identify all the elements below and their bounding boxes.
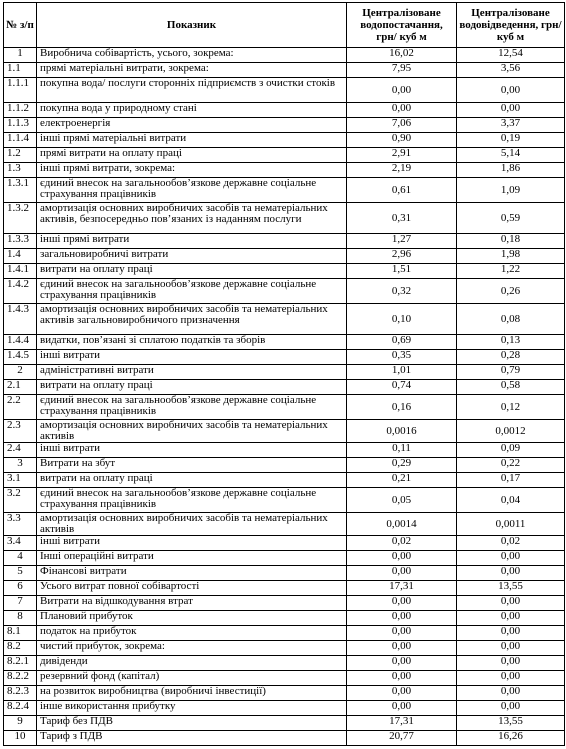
table-row <box>4 596 565 611</box>
row-water-supply-value: 7,95 <box>347 63 457 78</box>
row-number: 8.2.1 <box>4 656 37 671</box>
row-indicator: видатки, пов’язані зі сплатою податків та зборів <box>37 335 347 350</box>
row-indicator: Фінансові витрати <box>37 566 347 581</box>
row-water-supply-value: 0,00 <box>347 701 457 716</box>
row-water-supply-value: 0,21 <box>347 473 457 488</box>
row-water-disposal-value: 1,86 <box>457 163 565 178</box>
table-row <box>4 148 565 163</box>
row-number: 2.4 <box>4 443 37 458</box>
row-number: 8.1 <box>4 626 37 641</box>
row-water-supply-value: 0,32 <box>347 279 457 304</box>
table-row <box>4 78 565 103</box>
row-water-disposal-value: 0,59 <box>457 203 565 234</box>
row-water-supply-value: 17,31 <box>347 581 457 596</box>
table-row <box>4 716 565 731</box>
row-water-supply-value: 0,00 <box>347 641 457 656</box>
header-water-supply: Централізоване водопостачання, грн/ куб м <box>347 3 457 48</box>
row-indicator: витрати на оплату праці <box>37 264 347 279</box>
row-indicator: адміністративні витрати <box>37 365 347 380</box>
row-water-disposal-value: 0,04 <box>457 488 565 513</box>
row-indicator: інші витрати <box>37 536 347 551</box>
row-water-disposal-value: 1,22 <box>457 264 565 279</box>
row-indicator: прямі матеріальні витрати, зокрема: <box>37 63 347 78</box>
row-number: 3.3 <box>4 513 37 536</box>
table-row <box>4 671 565 686</box>
row-number: 10 <box>4 731 37 746</box>
row-water-disposal-value: 0,0012 <box>457 420 565 443</box>
row-indicator: дивіденди <box>37 656 347 671</box>
row-water-disposal-value: 13,55 <box>457 716 565 731</box>
row-indicator: інші витрати <box>37 443 347 458</box>
row-indicator: Плановий прибуток <box>37 611 347 626</box>
row-indicator: амортизація основних виробничих засобів та нематеріальних активів <box>37 420 347 443</box>
row-number: 1.3.1 <box>4 178 37 203</box>
row-water-disposal-value: 0,02 <box>457 536 565 551</box>
row-water-supply-value: 0,00 <box>347 626 457 641</box>
row-number: 1.1.1 <box>4 78 37 103</box>
row-water-disposal-value: 1,98 <box>457 249 565 264</box>
row-number: 8 <box>4 611 37 626</box>
row-number: 3.4 <box>4 536 37 551</box>
row-water-disposal-value: 0,79 <box>457 365 565 380</box>
table-row <box>4 566 565 581</box>
row-indicator: Витрати на відшкодування втрат <box>37 596 347 611</box>
row-water-disposal-value: 12,54 <box>457 48 565 63</box>
row-water-supply-value: 0,02 <box>347 536 457 551</box>
row-water-supply-value: 0,16 <box>347 395 457 420</box>
row-number: 3.1 <box>4 473 37 488</box>
row-indicator: інші прямі матеріальні витрати <box>37 133 347 148</box>
row-water-supply-value: 16,02 <box>347 48 457 63</box>
row-number: 1.3 <box>4 163 37 178</box>
table-row <box>4 611 565 626</box>
table-row <box>4 365 565 380</box>
row-water-supply-value: 1,27 <box>347 234 457 249</box>
table-row <box>4 626 565 641</box>
row-number: 2.1 <box>4 380 37 395</box>
row-indicator: витрати на оплату праці <box>37 473 347 488</box>
row-indicator: чистий прибуток, зокрема: <box>37 641 347 656</box>
row-indicator: єдиний внесок на загальнообов’язкове державне соціальне страхування працівників <box>37 279 347 304</box>
header-number: № з/п <box>4 3 37 48</box>
table-row <box>4 103 565 118</box>
row-water-disposal-value: 5,14 <box>457 148 565 163</box>
row-water-supply-value: 0,0016 <box>347 420 457 443</box>
row-water-supply-value: 0,00 <box>347 566 457 581</box>
table-row <box>4 335 565 350</box>
table-body <box>4 48 565 746</box>
row-indicator: Виробнича собівартість, усього, зокрема: <box>37 48 347 63</box>
row-water-supply-value: 0,29 <box>347 458 457 473</box>
row-water-supply-value: 0,00 <box>347 103 457 118</box>
row-water-disposal-value: 0,12 <box>457 395 565 420</box>
row-number: 7 <box>4 596 37 611</box>
row-water-supply-value: 1,51 <box>347 264 457 279</box>
table-row <box>4 234 565 249</box>
row-number: 3 <box>4 458 37 473</box>
row-water-supply-value: 0,61 <box>347 178 457 203</box>
table-row <box>4 551 565 566</box>
row-water-disposal-value: 0,17 <box>457 473 565 488</box>
row-water-supply-value: 2,91 <box>347 148 457 163</box>
row-water-disposal-value: 0,00 <box>457 566 565 581</box>
row-number: 1.4 <box>4 249 37 264</box>
row-water-supply-value: 0,00 <box>347 686 457 701</box>
table-row <box>4 488 565 513</box>
table-row <box>4 420 565 443</box>
row-number: 8.2.2 <box>4 671 37 686</box>
row-number: 2 <box>4 365 37 380</box>
row-water-supply-value: 0,00 <box>347 596 457 611</box>
row-indicator: єдиний внесок на загальнообов’язкове державне соціальне страхування працівників <box>37 488 347 513</box>
tariff-structure-table <box>3 2 565 746</box>
table-row <box>4 395 565 420</box>
table-row <box>4 178 565 203</box>
row-indicator: на розвиток виробництва (виробничі інвестиції) <box>37 686 347 701</box>
row-indicator: податок на прибуток <box>37 626 347 641</box>
table-row <box>4 48 565 63</box>
table-row <box>4 731 565 746</box>
row-water-supply-value: 0,11 <box>347 443 457 458</box>
table-row <box>4 133 565 148</box>
row-water-supply-value: 0,0014 <box>347 513 457 536</box>
table-row <box>4 249 565 264</box>
row-number: 1 <box>4 48 37 63</box>
table-row <box>4 264 565 279</box>
row-water-disposal-value: 0,00 <box>457 626 565 641</box>
row-water-supply-value: 0,00 <box>347 78 457 103</box>
row-water-supply-value: 0,74 <box>347 380 457 395</box>
table-row <box>4 203 565 234</box>
row-indicator: інші прямі витрати <box>37 234 347 249</box>
row-indicator: амортизація основних виробничих засобів та нематеріальних активів, безпосередньо пов’язаних із наданням послуги <box>37 203 347 234</box>
row-water-disposal-value: 3,37 <box>457 118 565 133</box>
table-row <box>4 380 565 395</box>
row-water-supply-value: 0,31 <box>347 203 457 234</box>
table-row <box>4 63 565 78</box>
row-number: 2.3 <box>4 420 37 443</box>
row-water-disposal-value: 13,55 <box>457 581 565 596</box>
row-water-disposal-value: 3,56 <box>457 63 565 78</box>
table-row <box>4 686 565 701</box>
row-indicator: Інші операційні витрати <box>37 551 347 566</box>
table-row <box>4 536 565 551</box>
row-number: 8.2.4 <box>4 701 37 716</box>
row-water-disposal-value: 0,13 <box>457 335 565 350</box>
row-indicator: витрати на оплату праці <box>37 380 347 395</box>
row-water-supply-value: 0,05 <box>347 488 457 513</box>
row-water-disposal-value: 0,00 <box>457 686 565 701</box>
row-number: 5 <box>4 566 37 581</box>
row-indicator: Тариф з ПДВ <box>37 731 347 746</box>
row-number: 1.4.2 <box>4 279 37 304</box>
row-water-disposal-value: 0,08 <box>457 304 565 335</box>
row-water-supply-value: 0,00 <box>347 611 457 626</box>
row-number: 4 <box>4 551 37 566</box>
row-water-disposal-value: 0,00 <box>457 551 565 566</box>
row-indicator: єдиний внесок на загальнообов’язкове державне соціальне страхування працівників <box>37 395 347 420</box>
row-number: 1.1 <box>4 63 37 78</box>
table-row <box>4 304 565 335</box>
table-row <box>4 350 565 365</box>
row-number: 1.4.5 <box>4 350 37 365</box>
row-number: 1.1.2 <box>4 103 37 118</box>
table-row <box>4 279 565 304</box>
row-number: 2.2 <box>4 395 37 420</box>
row-water-disposal-value: 0,00 <box>457 701 565 716</box>
row-number: 1.1.3 <box>4 118 37 133</box>
row-number: 9 <box>4 716 37 731</box>
row-water-disposal-value: 0,00 <box>457 596 565 611</box>
row-indicator: Усього витрат повної собівартості <box>37 581 347 596</box>
row-indicator: інші витрати <box>37 350 347 365</box>
row-number: 1.1.4 <box>4 133 37 148</box>
row-number: 1.3.2 <box>4 203 37 234</box>
row-indicator: інші прямі витрати, зокрема: <box>37 163 347 178</box>
row-water-supply-value: 0,35 <box>347 350 457 365</box>
row-water-disposal-value: 16,26 <box>457 731 565 746</box>
row-indicator: єдиний внесок на загальнообов’язкове державне соціальне страхування працівників <box>37 178 347 203</box>
row-water-supply-value: 1,01 <box>347 365 457 380</box>
row-water-disposal-value: 0,22 <box>457 458 565 473</box>
row-water-disposal-value: 0,00 <box>457 103 565 118</box>
row-number: 1.3.3 <box>4 234 37 249</box>
row-water-disposal-value: 0,0011 <box>457 513 565 536</box>
row-number: 3.2 <box>4 488 37 513</box>
row-water-disposal-value: 0,58 <box>457 380 565 395</box>
row-water-supply-value: 7,06 <box>347 118 457 133</box>
row-indicator: покупна вода/ послуги сторонніх підприємств з очистки стоків <box>37 78 347 103</box>
row-water-disposal-value: 0,09 <box>457 443 565 458</box>
row-water-disposal-value: 1,09 <box>457 178 565 203</box>
row-indicator: резервний фонд (капітал) <box>37 671 347 686</box>
row-water-supply-value: 2,19 <box>347 163 457 178</box>
row-water-supply-value: 0,69 <box>347 335 457 350</box>
row-indicator: амортизація основних виробничих засобів та нематеріальних активів <box>37 513 347 536</box>
row-water-disposal-value: 0,19 <box>457 133 565 148</box>
row-indicator: загальновиробничі витрати <box>37 249 347 264</box>
row-water-supply-value: 20,77 <box>347 731 457 746</box>
row-indicator: покупна вода у природному стані <box>37 103 347 118</box>
header-indicator: Показник <box>37 3 347 48</box>
table-row <box>4 163 565 178</box>
row-number: 1.4.4 <box>4 335 37 350</box>
row-indicator: Витрати на збут <box>37 458 347 473</box>
table-row <box>4 641 565 656</box>
row-indicator: Тариф без ПДВ <box>37 716 347 731</box>
row-indicator: амортизація основних виробничих засобів та нематеріальних активів загальновиробничого призначення <box>37 304 347 335</box>
row-number: 1.4.1 <box>4 264 37 279</box>
row-indicator: інше використання прибутку <box>37 701 347 716</box>
header-water-disposal: Централізоване водовідведення, грн/куб м <box>457 3 565 48</box>
row-indicator: електроенергія <box>37 118 347 133</box>
row-number: 1.4.3 <box>4 304 37 335</box>
row-number: 1.2 <box>4 148 37 163</box>
row-water-disposal-value: 0,00 <box>457 611 565 626</box>
row-number: 8.2 <box>4 641 37 656</box>
row-water-supply-value: 0,90 <box>347 133 457 148</box>
row-water-supply-value: 2,96 <box>347 249 457 264</box>
row-number: 8.2.3 <box>4 686 37 701</box>
table-row <box>4 513 565 536</box>
row-water-supply-value: 0,00 <box>347 671 457 686</box>
row-water-disposal-value: 0,00 <box>457 78 565 103</box>
row-water-disposal-value: 0,28 <box>457 350 565 365</box>
row-number: 6 <box>4 581 37 596</box>
row-water-supply-value: 0,00 <box>347 551 457 566</box>
table-row <box>4 581 565 596</box>
row-indicator: прямі витрати на оплату праці <box>37 148 347 163</box>
row-water-disposal-value: 0,00 <box>457 671 565 686</box>
row-water-disposal-value: 0,00 <box>457 641 565 656</box>
row-water-disposal-value: 0,00 <box>457 656 565 671</box>
row-water-supply-value: 0,00 <box>347 656 457 671</box>
table-row <box>4 458 565 473</box>
table-header-row <box>4 3 565 48</box>
row-water-disposal-value: 0,26 <box>457 279 565 304</box>
row-water-disposal-value: 0,18 <box>457 234 565 249</box>
table-row <box>4 443 565 458</box>
row-water-supply-value: 17,31 <box>347 716 457 731</box>
row-water-supply-value: 0,10 <box>347 304 457 335</box>
table-row <box>4 118 565 133</box>
table-row <box>4 473 565 488</box>
table-row <box>4 701 565 716</box>
table-row <box>4 656 565 671</box>
